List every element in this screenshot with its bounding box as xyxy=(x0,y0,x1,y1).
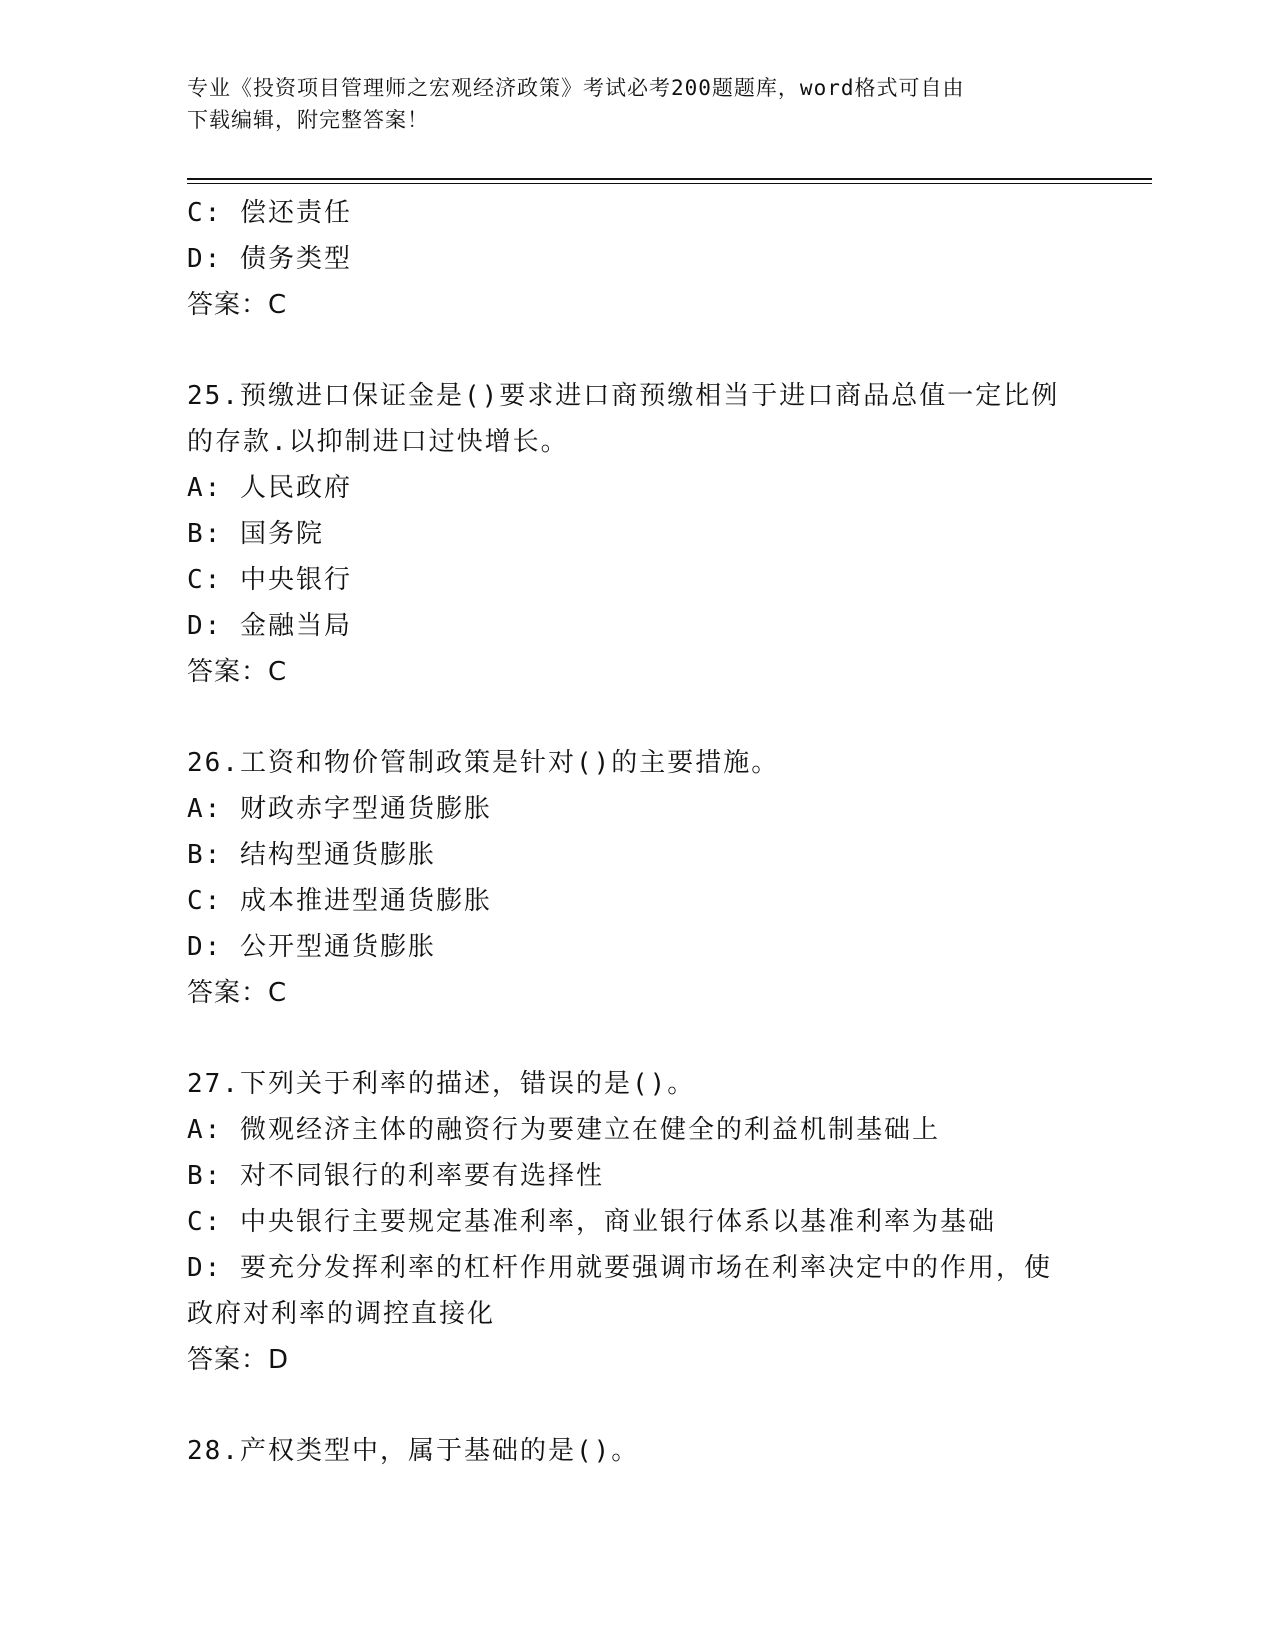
question-26 xyxy=(187,740,1067,1016)
option-d: D: 金融当局 xyxy=(187,611,352,641)
option-c: C: 偿还责任 xyxy=(187,198,352,228)
question-27 xyxy=(187,1061,1067,1383)
question-stem: 27.下列关于利率的描述，错误的是()。 xyxy=(187,1069,696,1099)
option-d: D: 公开型通货膨胀 xyxy=(187,932,436,962)
header-line-1: 专业《投资项目管理师之宏观经济政策》考试必考200题题库，word格式可自由 xyxy=(187,76,965,100)
header-divider xyxy=(187,178,1152,184)
answer-line: 答案：C xyxy=(187,290,288,320)
option-a: A: 人民政府 xyxy=(187,473,352,503)
prev-question-block xyxy=(187,190,1067,328)
option-b: B: 国务院 xyxy=(187,519,324,549)
option-d: D: 要充分发挥利率的杠杆作用就要强调市场在利率决定中的作用，使 xyxy=(187,1253,1052,1283)
option-c: C: 成本推进型通货膨胀 xyxy=(187,886,492,916)
option-a: A: 微观经济主体的融资行为要建立在健全的利益机制基础上 xyxy=(187,1115,940,1145)
question-stem: 26.工资和物价管制政策是针对()的主要措施。 xyxy=(187,748,780,778)
option-c: C: 中央银行主要规定基准利率，商业银行体系以基准利率为基础 xyxy=(187,1207,996,1237)
question-28 xyxy=(187,1428,1067,1474)
document-body xyxy=(187,190,1067,1474)
answer-line: 答案：C xyxy=(187,978,288,1008)
question-25 xyxy=(187,373,1067,695)
document-header xyxy=(187,72,1087,136)
option-b: B: 结构型通货膨胀 xyxy=(187,840,436,870)
option-d: D: 债务类型 xyxy=(187,244,352,274)
question-stem: 25.预缴进口保证金是()要求进口商预缴相当于进口商品总值一定比例 xyxy=(187,381,1060,411)
answer-line: 答案：D xyxy=(187,1345,290,1375)
header-line-2: 下载编辑，附完整答案！ xyxy=(187,108,429,132)
answer-line: 答案：C xyxy=(187,657,288,687)
question-stem: 28.产权类型中，属于基础的是()。 xyxy=(187,1436,640,1466)
option-a: A: 财政赤字型通货膨胀 xyxy=(187,794,492,824)
option-d-cont: 政府对利率的调控直接化 xyxy=(187,1299,496,1329)
question-stem-cont: 的存款.以抑制进口过快增长。 xyxy=(187,427,569,457)
option-c: C: 中央银行 xyxy=(187,565,352,595)
option-b: B: 对不同银行的利率要有选择性 xyxy=(187,1161,604,1191)
